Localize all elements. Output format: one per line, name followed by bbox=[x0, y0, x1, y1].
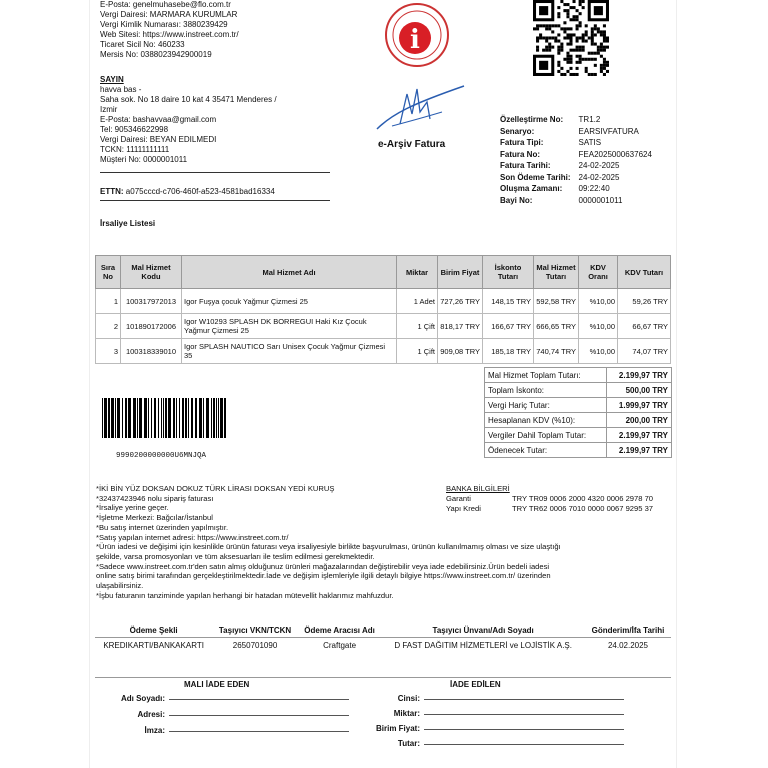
bank-heading: BANKA BİLGİLERİ bbox=[446, 484, 510, 493]
bank-name: Garanti bbox=[446, 494, 471, 503]
table-cell: %10,00 bbox=[579, 314, 618, 339]
return-field bbox=[100, 723, 380, 739]
return-field bbox=[360, 706, 660, 721]
table-cell: 666,65 TRY bbox=[534, 314, 579, 339]
table-cell: 66,67 TRY bbox=[618, 314, 671, 339]
gib-seal bbox=[382, 2, 452, 68]
return-field-label: İmza: bbox=[144, 726, 165, 735]
bank-row bbox=[446, 494, 653, 504]
buyer-tckn: TCKN: 11111111111 bbox=[100, 145, 170, 154]
total-label: Ödenecek Tutar: bbox=[485, 443, 607, 458]
bank-name: Yapı Kredi bbox=[446, 504, 481, 513]
return-field bbox=[360, 691, 660, 706]
seller-mersis: Mersis No: 0388023942900019 bbox=[100, 50, 212, 59]
table-cell: 185,18 TRY bbox=[483, 339, 534, 364]
total-value: 500,00 TRY bbox=[606, 383, 671, 398]
seal-letter: i bbox=[410, 25, 420, 55]
total-value: 2.199,97 TRY bbox=[606, 368, 671, 383]
total-label: Mal Hizmet Toplam Tutarı: bbox=[485, 368, 607, 383]
buyer-name: havva bas - bbox=[100, 85, 142, 94]
payment-header: Gönderim/İfa Tarihi bbox=[585, 624, 671, 638]
doc-title: e-Arşiv Fatura bbox=[378, 139, 446, 150]
returns-right-title: İADE EDİLEN bbox=[450, 680, 501, 689]
ettn bbox=[100, 187, 275, 197]
total-row bbox=[485, 428, 672, 443]
note-line: *İşletme Merkezi: Bağcılar/İstanbul bbox=[96, 513, 213, 523]
buyer-tax-office: Vergi Dairesi: BEYAN EDILMEDI bbox=[100, 135, 217, 144]
buyer-divider-top bbox=[100, 172, 330, 173]
barcode-icon bbox=[102, 398, 230, 438]
column-header: Miktar bbox=[397, 256, 438, 289]
total-row bbox=[485, 383, 672, 398]
table-cell: Igor W10293 SPLASH DK BORREGUI Haki Kız Çocuk Yağmur Çizmesi 25 bbox=[182, 314, 397, 339]
table-cell: 909,08 TRY bbox=[438, 339, 483, 364]
meta-row bbox=[500, 114, 652, 126]
total-label: Toplam İskonto: bbox=[485, 383, 607, 398]
meta-label: Senaryo: bbox=[500, 126, 535, 136]
seller-info bbox=[100, 0, 239, 60]
return-field-label: Miktar: bbox=[393, 709, 420, 718]
table-cell: 101890172006 bbox=[121, 314, 182, 339]
payment-header: Taşıyıcı VKN/TCKN bbox=[212, 624, 298, 638]
meta-row bbox=[500, 137, 652, 149]
meta-label: Son Ödeme Tarihi: bbox=[500, 172, 571, 182]
table-cell: %10,00 bbox=[579, 289, 618, 314]
totals-table bbox=[484, 367, 672, 458]
meta-label: Özelleştirme No: bbox=[500, 115, 564, 124]
seller-tax-id: Vergi Kimlik Numarası: 3880239429 bbox=[100, 20, 228, 29]
buyer-heading: SAYIN bbox=[100, 75, 124, 84]
return-field-label: Tutar: bbox=[397, 739, 420, 748]
payment-table bbox=[95, 624, 671, 653]
payment-cell: Craftgate bbox=[323, 641, 357, 650]
meta-label: Bayi No: bbox=[500, 195, 533, 205]
meta-label: Oluşma Zamanı: bbox=[500, 184, 563, 193]
table-cell: 1 Adet bbox=[397, 289, 438, 314]
meta-value: SATIS bbox=[578, 138, 602, 147]
return-field bbox=[100, 707, 380, 723]
note-line: ulaşabilirsiniz. bbox=[96, 581, 144, 591]
return-field-line bbox=[424, 698, 624, 700]
gib-seal-icon bbox=[382, 2, 452, 68]
meta-label: Fatura Tarihi: bbox=[500, 161, 551, 170]
payment-header: Taşıyıcı Ünvanı/Adı Soyadı bbox=[381, 624, 585, 638]
seller-tax-office: Vergi Dairesi: MARMARA KURUMLAR bbox=[100, 10, 238, 19]
returns-divider bbox=[95, 677, 671, 678]
meta-row bbox=[500, 172, 652, 184]
table-cell: 166,67 TRY bbox=[483, 314, 534, 339]
total-label: Hesaplanan KDV (%10): bbox=[485, 413, 607, 428]
column-header: İskonto Tutarı bbox=[483, 256, 534, 289]
buyer-address-line1: Saha sok. No 18 daire 10 kat 4 35471 Menderes / bbox=[100, 95, 277, 104]
meta-row bbox=[500, 183, 652, 195]
total-value: 2.199,97 TRY bbox=[606, 443, 671, 458]
table-cell: 100318339010 bbox=[121, 339, 182, 364]
table-cell: 2 bbox=[96, 314, 121, 339]
table-row bbox=[96, 289, 671, 314]
invoice-meta bbox=[500, 114, 652, 206]
meta-label: Fatura No: bbox=[500, 149, 540, 159]
column-header: Mal Hizmet Adı bbox=[182, 256, 397, 289]
meta-table bbox=[500, 114, 652, 206]
return-field bbox=[360, 736, 660, 751]
return-field-line bbox=[169, 698, 349, 700]
note-line: *Satış yapılan internet adresi: https://www.instreet.com.tr/ bbox=[96, 532, 289, 542]
seller-email: E-Posta: genelmuhasebe@flo.com.tr bbox=[100, 0, 231, 9]
table-cell: 100317972013 bbox=[121, 289, 182, 314]
return-field bbox=[100, 691, 380, 707]
irsaliye-title: İrsaliye Listesi bbox=[100, 219, 156, 228]
ettn-divider bbox=[100, 200, 330, 201]
total-row bbox=[485, 443, 672, 458]
table-cell: 1 Çift bbox=[397, 314, 438, 339]
table-cell: 818,17 TRY bbox=[438, 314, 483, 339]
payment-header: Ödeme Şekli bbox=[95, 624, 212, 638]
payment-header: Ödeme Aracısı Adı bbox=[298, 624, 382, 638]
total-row bbox=[485, 368, 672, 383]
meta-row bbox=[500, 195, 652, 207]
total-label: Vergi Hariç Tutar: bbox=[485, 398, 607, 413]
ettn-value: a075cccd-c706-460f-a523-4581bad16334 bbox=[125, 187, 275, 196]
column-header: KDV Oranı bbox=[579, 256, 618, 289]
table-cell: 3 bbox=[96, 339, 121, 364]
table-cell: 1 bbox=[96, 289, 121, 314]
bank-iban: TRY TR09 0006 2000 4320 0006 2978 70 bbox=[512, 494, 654, 503]
column-header: Mal Hizmet Kodu bbox=[121, 256, 182, 289]
total-value: 2.199,97 TRY bbox=[606, 428, 671, 443]
table-cell: 74,07 TRY bbox=[618, 339, 671, 364]
barcode-text: 9990200000000U6MNJQA bbox=[116, 452, 207, 460]
return-field-label: Birim Fiyat: bbox=[375, 724, 420, 733]
note-line: *İşbu faturanın tanziminde yapılan herhangi bir hatadan mütevellit haklarımız mahfuzdur. bbox=[96, 590, 394, 600]
return-field bbox=[360, 721, 660, 736]
column-header: Sıra No bbox=[96, 256, 121, 289]
meta-value: 24-02-2025 bbox=[578, 172, 620, 182]
note-line: şekilde, varsa promosyonları ve tüm aksesuarları ile teslim edilmesi gerekmektedir. bbox=[96, 551, 375, 561]
meta-label: Fatura Tipi: bbox=[500, 138, 544, 147]
return-field-label: Cinsi: bbox=[397, 694, 420, 703]
total-value: 200,00 TRY bbox=[606, 413, 671, 428]
column-header: KDV Tutarı bbox=[618, 256, 671, 289]
return-field-line bbox=[424, 743, 624, 745]
note-line: *Ürün iadesi ve değişimi için kesinlikle ürünün faturası veya irsaliyesiyle birlikte başvurulması, ürünün kullanılmamış olması ve size ulaştığı bbox=[96, 542, 561, 552]
table-cell: 148,15 TRY bbox=[483, 289, 534, 314]
table-cell: 727,26 TRY bbox=[438, 289, 483, 314]
return-field-line bbox=[169, 714, 349, 716]
note-line: *İKİ BİN YÜZ DOKSAN DOKUZ TÜRK LİRASI DOKSAN YEDİ KURUŞ bbox=[96, 484, 335, 493]
returns-right-fields bbox=[360, 691, 660, 751]
note-line: online satış birimi tarafından gerçekleştirilmektedir.İade ve değişim işlemleriyle ilgili detaylı bilgiye https://www.instreet.com.tr/ üzerinden bbox=[96, 571, 551, 581]
items-table bbox=[95, 255, 671, 364]
meta-row bbox=[500, 160, 652, 172]
buyer-phone: Tel: 905346622998 bbox=[100, 125, 169, 134]
payment-cell: D FAST DAĞITIM HİZMETLERİ ve LOJİSTİK A.Ş. bbox=[394, 641, 572, 650]
table-cell: %10,00 bbox=[579, 339, 618, 364]
payment-cell: 24.02.2025 bbox=[607, 641, 648, 650]
buyer-email: E-Posta: bashavvaa@gmail.com bbox=[100, 115, 217, 124]
returns-left-fields bbox=[100, 691, 380, 739]
buyer-address-line2: Izmir bbox=[100, 105, 118, 114]
meta-value: 09:22:40 bbox=[578, 184, 610, 193]
meta-value: EARSIVFATURA bbox=[578, 126, 639, 136]
table-cell: Igor SPLASH NAUTICO Sarı Unisex Çocuk Yağmur Çizmesi 35 bbox=[182, 339, 397, 364]
meta-row bbox=[500, 149, 652, 161]
seller-trade-reg: Ticaret Sicil No: 460233 bbox=[100, 40, 185, 49]
meta-value: 0000001011 bbox=[578, 195, 623, 205]
signature-icon bbox=[372, 74, 467, 134]
table-cell: 59,26 TRY bbox=[618, 289, 671, 314]
seller-website: Web Sitesi: https://www.instreet.com.tr/ bbox=[100, 30, 239, 39]
bank-row bbox=[446, 504, 653, 514]
returns-left-title: MALI İADE EDEN bbox=[184, 680, 250, 689]
qr-code bbox=[533, 0, 609, 76]
buyer-customer-no: Müşteri No: 0000001011 bbox=[100, 155, 188, 164]
ettn-label: ETTN: bbox=[100, 187, 124, 196]
bank-info bbox=[446, 484, 653, 514]
total-value: 1.999,97 TRY bbox=[606, 398, 671, 413]
note-line: *32437423946 nolu sipariş faturası bbox=[96, 493, 214, 503]
table-cell: 592,58 TRY bbox=[534, 289, 579, 314]
note-line: *Sadece www.instreet.com.tr'den satın almış olduğunuz ürünleri mağazalarından değiştirebilir veya iade edebilirsiniz.Ürün bedeli iadesi bbox=[96, 561, 550, 571]
payment-cell: KREDIKARTI/BANKAKARTI bbox=[103, 641, 204, 650]
table-cell: 1 Çift bbox=[397, 339, 438, 364]
return-field-label: Adresi: bbox=[137, 710, 165, 719]
meta-value: FEA2025000637624 bbox=[578, 149, 652, 159]
return-field-line bbox=[169, 730, 349, 732]
payment-cell: 2650701090 bbox=[232, 641, 278, 650]
note-line: *Bu satış internet üzerinden yapılmıştır. bbox=[96, 522, 229, 532]
bank-iban: TRY TR62 0006 7010 0000 0067 9295 37 bbox=[512, 504, 654, 513]
background-margin bbox=[0, 0, 90, 768]
note-line: *İrsaliye yerine geçer. bbox=[96, 503, 169, 513]
barcode bbox=[102, 398, 230, 438]
total-row bbox=[485, 413, 672, 428]
total-row bbox=[485, 398, 672, 413]
qr-code-icon bbox=[533, 0, 609, 76]
column-header: Mal Hizmet Tutarı bbox=[534, 256, 579, 289]
meta-value: TR1.2 bbox=[578, 115, 601, 124]
table-row bbox=[96, 314, 671, 339]
return-field-line bbox=[424, 728, 624, 730]
table-cell: 740,74 TRY bbox=[534, 339, 579, 364]
return-field-label: Adı Soyadı: bbox=[120, 694, 165, 703]
table-row bbox=[96, 339, 671, 364]
meta-row bbox=[500, 126, 652, 138]
column-header: Birim Fiyat bbox=[438, 256, 483, 289]
meta-value: 24-02-2025 bbox=[578, 161, 620, 170]
signature bbox=[372, 74, 467, 136]
total-label: Vergiler Dahil Toplam Tutar: bbox=[485, 428, 607, 443]
table-cell: Igor Fuşya çocuk Yağmur Çizmesi 25 bbox=[182, 289, 397, 314]
return-field-line bbox=[424, 713, 624, 715]
buyer-info bbox=[100, 75, 277, 165]
